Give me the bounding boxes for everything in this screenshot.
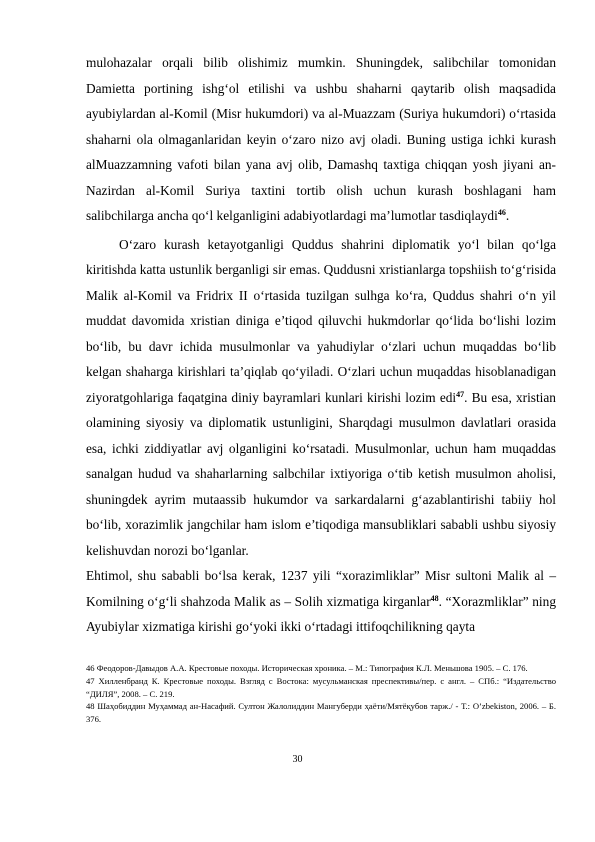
footnote-ref-48: 48 [430, 593, 439, 603]
paragraph-2 [86, 232, 556, 564]
footnote-48: 48 Шаҳобиддин Муҳаммад ан-Насафий. Султон Жалолиддин Мангуберди ҳаёти/Мятёқубов тарж./ - Т.: O’zbekiston, 2006. – Б. 376. [86, 701, 556, 725]
paragraph-1-text: mulohazalar orqali bilib olishimiz mumkin. Shuningdek, salibchilar tomonidan Damietta portining ishg‘ol etilishi va ushbu shaharni qaytarib olish maqsadida ayubiylardan al-Komil (Misr hukumdori) va al-Muazzam (Suriya hukumdori) o‘rtasida shaharni ola olmaganlaridan keyin o‘zaro nizo avj oladi. Buning ustiga ichki kurash alMuazzamning vafoti bilan yana avj olib, Damashq taxtiga chiqqan yosh jiyani an-Nazirdan al-Komil Suriya taxtini tortib olish uchun kurash boshlagani ham salibchilarga ancha qo‘l kelganligini adabiyotlardagi ma’lumotlar tasdiqlaydi [86, 55, 556, 223]
footnote-ref-46: 46 [497, 208, 506, 217]
document-body [86, 50, 556, 640]
paragraph-3-text: Ehtimol, shu sababli bo‘lsa kerak, 1237 yili “xorazimliklar” Misr sultoni Malik al – Komilning o‘g‘li shahzoda Malik as – Solih xizmatiga kirganlar [86, 568, 556, 609]
footnote-47: 47 Хилленбранд К. Крестовые походы. Взгляд с Востока: мусульманская преспективы/пер. с англ. – СПб.: “Издательство “ДИЛЯ”, 2008. – С. 219. [86, 675, 556, 699]
footnotes [86, 662, 556, 726]
paragraph-1 [86, 50, 556, 229]
page-number: 30 [292, 754, 303, 765]
paragraph-2-text: O‘zaro kurash ketayotganligi Quddus shahrini diplomatik yo‘l bilan qo‘lga kiritishda katta ustunlik berganligi sir emas. Quddusni xristianlarga topshiish to‘g‘risida Malik al-Komil va Fridrix II o‘rtasida tuzilgan sulhga ko‘ra, Quddus shahri o‘n yil muddat davomida xristian diniga e’tiqod qiluvchi hukmdorlar qo‘lida bo‘lishi lozim bo‘lib, bu davr ichida musulmonlar va yahudiylar o‘zlari uchun muqaddas bo‘lib kelgan shaharga kirishlari ta’qiqlab qo‘yiladi. O‘zlari uchun muqaddas hisoblanadigan ziyoratgohlariga faqatgina diniy bayramlari kunlari kirishi lozim edi [86, 236, 556, 405]
footnote-46: 46 Феодоров-Давыдов А.А. Крестовые походы. Историческая хроника. – М.: Типография К.Л. Меньшова 1905. – С. 176. [86, 663, 528, 673]
paragraph-1-end: . [505, 208, 510, 223]
paragraph-2-end: . Bu esa, xristian olamining siyosiy va diplomatik ustunligini, Sharqdagi musulmon davlatlari orasida esa, ichki ziddiyatlar avj olganligini ko‘rsatadi. Musulmonlar, uchun ham muqaddas sanalgan hudud va shaharlarning salbchilar ixtiyoriga o‘tib ketish musulmon aholisi, shuningdek ayrim mutaassib hukumdor va sarkardalarni g‘azablantirishi tabiiy hol bo‘lib, xorazimlik jangchilar ham islom e’tiqodiga mansubliklari sababli ushbu siyosiy kelishuvdan norozi bo‘lganlar. [86, 389, 556, 558]
footnote-ref-47: 47 [456, 389, 465, 399]
paragraph-3-end: . “Xorazmliklar” ning Ayubiylar xizmatiga kirishi go‘yoki ikki o‘rtadagi ittifoqchilikning qayta [86, 593, 556, 634]
paragraph-3 [86, 563, 556, 640]
